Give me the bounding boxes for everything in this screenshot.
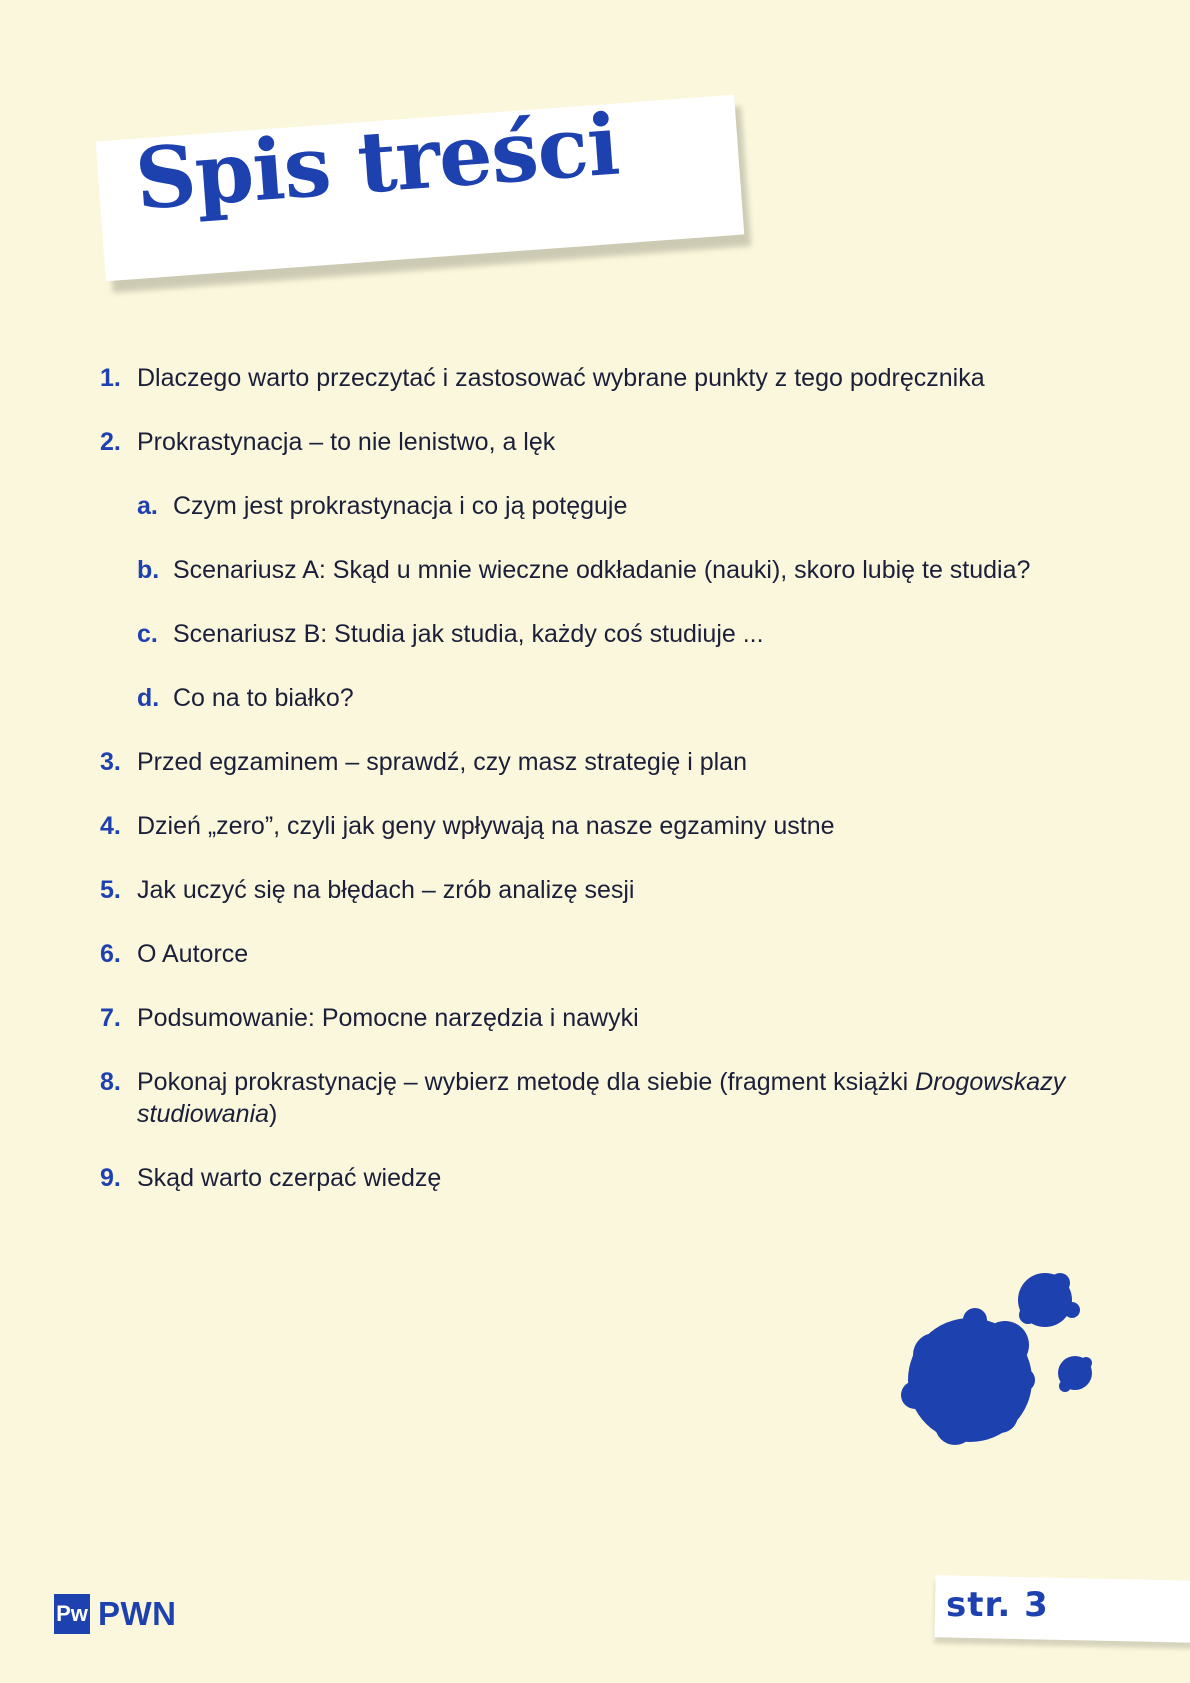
toc-text-part: Pokonaj prokrastynację – wybierz metodę dla siebie (fragment książki — [137, 1068, 916, 1096]
toc-number: 7. — [100, 1004, 121, 1032]
ink-blots-decoration — [895, 1255, 1115, 1465]
toc-subitem[interactable] — [137, 618, 1090, 650]
toc-item[interactable] — [100, 874, 1090, 906]
toc-text: Przed egzaminem – sprawdź, czy masz strategię i plan — [137, 748, 747, 776]
toc-number: 6. — [100, 940, 121, 968]
toc-text: Skąd warto czerpać wiedzę — [137, 1164, 442, 1192]
toc-item[interactable] — [100, 746, 1090, 778]
pwn-logo-mark: Pw — [54, 1594, 90, 1634]
toc-text: Podsumowanie: Pomocne narzędzia i nawyki — [137, 1004, 639, 1032]
toc-text: Scenariusz A: Skąd u mnie wieczne odkładanie (nauki), skoro lubię te studia? — [173, 556, 1031, 584]
toc-subitem[interactable] — [137, 554, 1090, 586]
toc-text: Dlaczego warto przeczytać i zastosować wybrane punkty z tego podręcznika — [137, 364, 985, 392]
toc-text: Co na to białko? — [173, 684, 354, 712]
toc-number: 2. — [100, 428, 121, 456]
toc-letter: a. — [137, 492, 158, 520]
toc-letter: b. — [137, 556, 160, 584]
page-title: Spis treści — [132, 94, 622, 229]
toc-subitem[interactable] — [137, 682, 1090, 714]
toc-item[interactable] — [100, 1066, 1090, 1130]
toc-number: 1. — [100, 364, 121, 392]
toc-letter: d. — [137, 684, 160, 712]
book-title: Drogowskazy studiowania — [137, 1068, 1066, 1128]
pwn-logo — [54, 1594, 177, 1634]
toc-number: 5. — [100, 876, 121, 904]
toc-text — [137, 1066, 1090, 1130]
table-of-contents — [100, 362, 1090, 1226]
toc-item[interactable] — [100, 1162, 1090, 1194]
toc-text: Scenariusz B: Studia jak studia, każdy coś studiuje ... — [173, 620, 764, 648]
toc-item[interactable] — [100, 938, 1090, 970]
toc-number: 8. — [100, 1068, 121, 1096]
toc-text: Prokrastynacja – to nie lenistwo, a lęk — [137, 428, 556, 456]
toc-number: 9. — [100, 1164, 121, 1192]
toc-text: Czym jest prokrastynacja i co ją potęguje — [173, 492, 628, 520]
toc-item[interactable] — [100, 810, 1090, 842]
toc-text: O Autorce — [137, 940, 249, 968]
page-number: str. 3 — [946, 1585, 1049, 1625]
toc-text: Dzień „zero”, czyli jak geny wpływają na nasze egzaminy ustne — [137, 812, 835, 840]
toc-text: Jak uczyć się na błędach – zrób analizę sesji — [137, 876, 635, 904]
toc-item[interactable] — [100, 362, 1090, 394]
toc-letter: c. — [137, 620, 158, 648]
toc-subitem[interactable] — [137, 490, 1090, 522]
toc-text-part: ) — [269, 1100, 278, 1128]
toc-item[interactable] — [100, 1002, 1090, 1034]
toc-number: 4. — [100, 812, 121, 840]
toc-item[interactable] — [100, 426, 1090, 458]
toc-number: 3. — [100, 748, 121, 776]
pwn-logo-text: PWN — [98, 1595, 177, 1632]
